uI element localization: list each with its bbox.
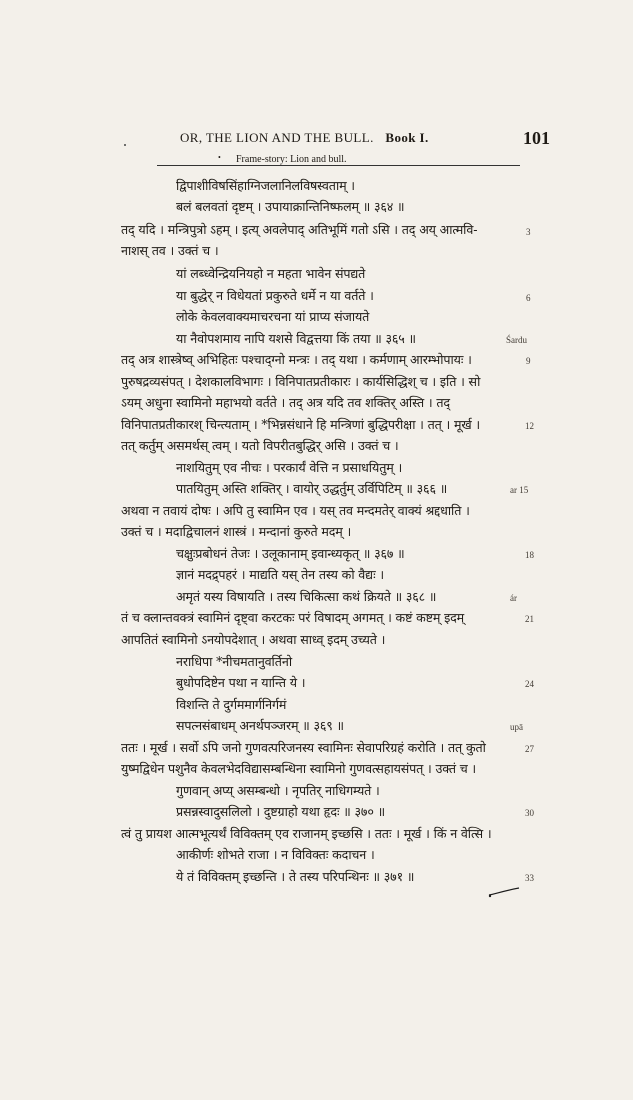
text-line: चक्षुःप्रबोधनं तेजः । उलूकानाम् इवान्ध्यकृत् ॥ ३६७ ॥ (176, 546, 405, 561)
margin-line-number: 6 (526, 293, 531, 303)
text-line: तद् यदि । मन्त्रिपुत्रो ऽहम् । इत्य् अवलेपाद् अतिभूमिं गतो ऽसि । तद् अय् आत्मवि- (121, 222, 478, 237)
text-line: विशन्ति ते दुर्गममार्गनिर्गमं (176, 697, 287, 712)
text-line: या बुद्धेर् न विधेयतां प्रकुरुते धर्मे न या वर्तते । (176, 288, 374, 303)
margin-meter-note: upā (510, 722, 523, 732)
margin-line-number: 24 (525, 679, 534, 689)
text-line: यां लब्ध्वेन्द्रियनियहो न महता भावेन संपद्यते (176, 266, 366, 281)
header-rule (157, 165, 520, 166)
margin-meter-note: ár (510, 593, 517, 603)
page-number: 101 (523, 128, 550, 148)
text-line: लोके केवलवाक्यमाचरचना यां प्राप्य संजायते (176, 309, 370, 324)
running-header (180, 130, 530, 146)
header-title: OR, THE LION AND THE BULL. (180, 130, 374, 145)
text-line: तं च क्लान्तवक्त्रं स्वामिनं दृष्ट्वा करटकः परं विषादम् अगमत् । कष्टं कष्टम् इदम् (121, 610, 465, 625)
margin-line-number: 3 (526, 227, 531, 237)
margin-meter-note: ar 15 (510, 485, 529, 495)
text-line: पुरुषद्रव्यसंपत् । देशकालविभागः । विनिपातप्रतीकारः । कार्यसिद्धिश् च । इति । सो (121, 374, 481, 389)
text-line: आपतितं स्वामिनो ऽनयोपदेशात् । अथवा साध्व् इदम् उच्यते । (121, 632, 386, 647)
text-line: बलं बलवतां दृष्टम् । उपायाक्रान्तिनिष्फलम् ॥ ३६४ ॥ (176, 199, 405, 214)
text-line: सपत्नसंबाधम् अनर्थपञ्जरम् ॥ ३६९ ॥ (176, 718, 344, 733)
text-line: तत् कर्तुम् असमर्थस् त्वम् । यतो विपरीतबुद्धिर् असि । उक्तं च । (121, 438, 399, 453)
margin-meter-note: Śardu (506, 335, 527, 345)
text-line: उक्तं च । मदाद्विचालनं शास्त्रं । मन्दानां कुरुते मदम् । (121, 524, 352, 539)
text-line: नराधिपा *नीचमतानुवर्तिनो (176, 654, 292, 669)
margin-line-number: 21 (525, 614, 534, 624)
margin-line-number: 30 (525, 808, 534, 818)
text-line: त्वं तु प्रायश आत्मभूत्यर्थं विविक्तम् एव राजानम् इच्छसि । ततः । मूर्ख । किं न वेत्सि । (121, 826, 492, 841)
text-line: बुधोपदिष्टेन पथा न यान्ति ये । (176, 675, 306, 690)
text-line: नाशयितुम् एव नीचः । परकार्यं वेत्ति न प्रसाधयितुम् । (176, 460, 403, 475)
text-line: युष्मद्विधेन पशुनैव केवलभेदविद्यासम्बन्धिना स्वामिनो गुणवत्सहायसंपत् । उक्तं च । (121, 761, 477, 776)
margin-line-number: 27 (525, 744, 534, 754)
frame-story-subheading: • Frame-story: Lion and bull. (236, 154, 347, 165)
margin-line-number: 12 (525, 421, 534, 431)
text-line: ऽयम् अधुना स्वामिनो महाभयो वर्तते । तद् अत्र यदि तव शक्तिर् अस्ति । तद् (121, 395, 450, 410)
text-line: गुणवान् अप्य् असम्बन्धो । नृपतिर् नाधिगम्यते । (176, 783, 380, 798)
ink-mark (487, 884, 521, 898)
text-line: अमृतं यस्य विषायति । तस्य चिकित्सा कथं क्रियते ॥ ३६८ ॥ (176, 589, 437, 604)
text-line: द्विपाशीविषसिंहाग्निजलानिलविषस्वताम् । (176, 178, 355, 193)
text-line: ये तं विविक्तम् इच्छन्ति । ते तस्य परिपन्थिनः ॥ ३७१ ॥ (176, 869, 415, 884)
text-line: विनिपातप्रतीकारश् चिन्त्यताम् । *भिन्नसंधाने हि मन्त्रिणां बुद्धिपरीक्षा । तत् । मूर्ख । (121, 417, 481, 432)
text-line: ज्ञानं मदद्र्पहरं । माद्यति यस् तेन तस्य को वैद्यः । (176, 567, 384, 582)
text-line: ततः । मूर्ख । सर्वो ऽपि जनो गुणवत्परिजनस्य स्वामिनः सेवापरिग्रहं करोति । तत् कुतो (121, 740, 486, 755)
book-label: Book I. (385, 130, 429, 145)
text-line: नाशस् तव । उक्तं च । (121, 243, 219, 258)
text-line: या नैवोपशमाय नापि यशसे विद्वत्तया किं तया ॥ ३६५ ॥ (176, 331, 416, 346)
text-line: अथवा न तवायं दोषः । अपि तु स्वामिन एव । यस् तव मन्दमतेर् वाक्यं श्रद्दधाति । (121, 503, 470, 518)
text-line: प्रसन्नस्वादुसलिलो । दुष्टग्राहो यथा हृदः ॥ ३७० ॥ (176, 804, 385, 819)
text-line: पातयितुम् अस्ति शक्तिर् । वायोर् उद्धर्तुम् उर्विपिटिम् ॥ ३६६ ॥ (176, 481, 448, 496)
margin-line-number: 18 (525, 550, 534, 560)
margin-line-number: 33 (525, 873, 534, 883)
text-line: तद् अत्र शास्त्रेष्व् अभिहितः पश्चाद्ग्नो मन्त्रः । तद् यथा । कर्मणाम् आरम्भोपायः । (121, 352, 472, 367)
text-line: आकीर्णः शोभते राजा । न विविक्तः कदाचन । (176, 847, 375, 862)
margin-line-number: 9 (526, 356, 531, 366)
printer-dot (124, 144, 126, 146)
